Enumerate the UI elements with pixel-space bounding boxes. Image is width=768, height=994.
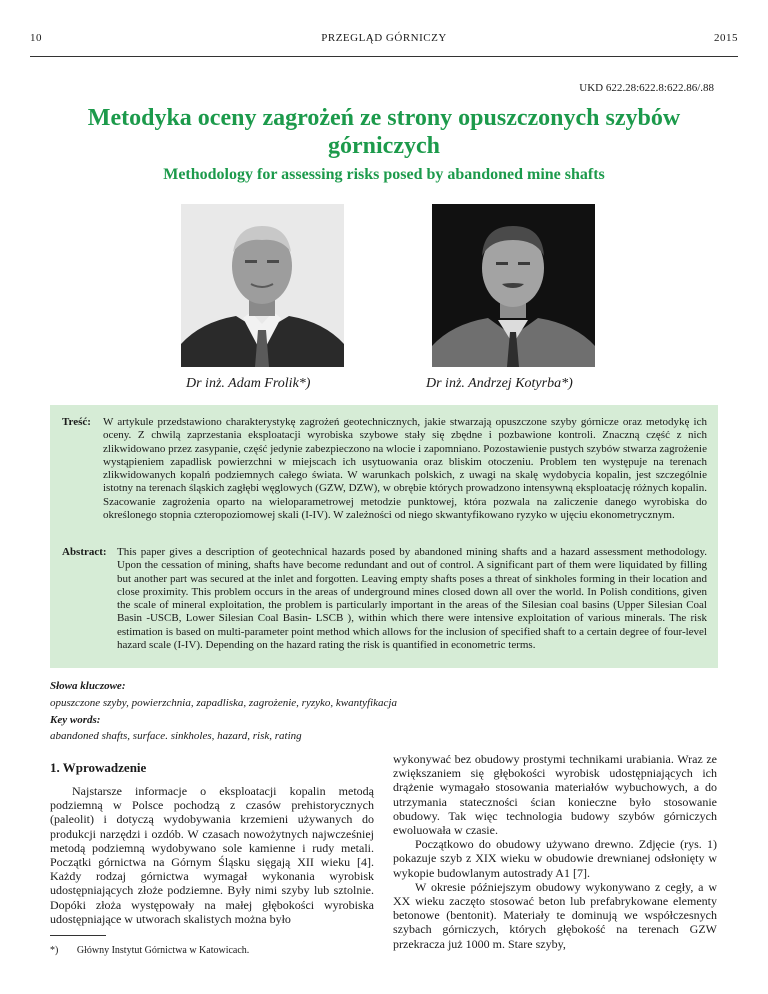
author-name-frolik: Dr inż. Adam Frolik*) [186,376,311,391]
abstract-en-label: Abstract: [62,546,107,558]
author-photo-frolik [181,204,344,367]
abstract-pl-text: W artykule przedstawiono charakterystykę zagrożeń geotechnicznych, jakie stwarzają opuszczone szyby górnicze oraz metodykę ich oceny. Z chwilą zaprzestania eksploatacji wyrobiska szybowe stały się zbędne i pozbawione kontroli. Znaczną część z nich zlikwidowano przez zasypanie, część jedynie zabezpieczono na wlocie i zapomniano. Pozostawienie pustych szybów stwarza zagrożenie wystąpieniem zapadlisk powierzchni w miejscach ich usytuowania oraz bliskim otoczeniu. Problem ten występuje na terenach zlikwidowanych kopalń podziemnych całego świata. W warunkach polskich, z uwagi na skalę wydobycia kopalin, jest szczególnie istotny na terenach śląskich zagłębi węglowych (GZW, DZW), w obrębie których prowadzono intensywną eksploatację różnych kopalin. Szacowanie zagrożenia oparto na wieloparametrowej metodzie punktowej, która pozwala na zaliczenie danego wyrobiska do określonego stopnia czteropoziomowej skali (I-IV). W zależności od niego skwantyfikowano ryzyko w ujęciu ekonometrycznym. [103,416,707,522]
journal-name: PRZEGLĄD GÓRNICZY [321,32,447,44]
keywords-en-label: Key words: [50,714,101,726]
right-paragraph: wykonywać bez obudowy prostymi technikami urabiania. Wraz ze zwiększaniem się głębokości wyrobisk udostępniających ich drążenie wymagało stosowania materiałów wybuchowych, a do utrzymania stateczności ścian konieczne było stosowanie obudowy. Tak więc technologia budowy szybów górniczych ewoluowała w czasie. [393,752,717,838]
abstract-en-text: This paper gives a description of geotechnical hazards posed by abandoned mining shafts and a hazard assessment methodology. Upon the cessation of mining, shafts have become redundant and out of control. A significant part of them were liquidated by filling but another part was secured at the inlet and forgotten. Leaving empty shafts poses a threat of sinkholes forming in their location and close proximity. This problem occurs in the areas of underground mines closed down all over the world. In Polish conditions, given the scale of mineral exploitation, the problem is particularly important in the areas of the Silesian coal basins (Upper Silesian Coal Basin -USCB, Lower Silesian Coal Basin- LSCB ), within which there were intensive exploitation of various minerals. The risk estimation is based on multi-parameter point method which allows for the inclusion of specified shaft to a certain degree of four-level hazard scale (I-IV). Depending on the hazard rating the risk is quantified in econometric terms. [117,546,707,652]
left-column [50,784,374,926]
section-heading: 1. Wprowadzenie [50,760,147,775]
left-paragraph: Najstarsze informacje o eksploatacji kopalin metodą podziemną w Polsce pochodzą z czasów prehistorycznych (paleolit) i dotyczą wydobywania krzemieni używanych do produkcji narzędzi i ozdób. W czasach nowożytnych najwcześniej metodą podziemną wydobywano sole kamienne i rudy metali. Początki górnictwa na Górnym Śląsku sięgają XII wieku [4]. Każdy rodzaj górnictwa wymagał wykonania wyrobisk udostępniających złoże podziemne. Były nimi szyby lub sztolnie. Dopóki złoża występowały na małej głębokości wyrobiska udostępniające w utworach skalistych można było [50,784,374,926]
keywords-pl-text: opuszczone szyby, powierzchnia, zapadliska, zagrożenie, ryzyko, kwantyfikacja [50,697,397,709]
page-number: 10 [30,32,42,44]
footnote-text: Główny Instytut Górnictwa w Katowicach. [76,945,250,956]
header-rule [30,56,738,57]
author-photo-kotyrba [432,204,595,367]
footnote-rule [50,935,106,936]
abstract-pl-label: Treść: [62,416,91,428]
footnote [50,945,249,956]
right-paragraph: W okresie późniejszym obudowy wykonywano z cegły, a w XX wieku zaczęto stosować beton lub prefabrykowane elementy betonowe (bentonit). Materiały te dominują we współczesnych szybach górniczych, których głębokość na terenach GZW przekracza już 1000 m. Stare szyby, [393,879,717,951]
right-paragraph: Początkowo do obudowy używano drewno. Zdjęcie (rys. 1) pokazuje szyb z XIX wieku w obudowie drewnianej odsłonięty w wykopie budowlanym autostrady A1 [7]. [393,837,717,880]
right-column [393,752,717,951]
keywords-pl-label: Słowa kluczowe: [50,680,126,692]
issue-year: 2015 [714,32,738,44]
ukd-code: UKD 622.28:622.8:622.86/.88 [579,82,714,94]
article-subtitle: Methodology for assessing risks posed by abandoned mine shafts [163,166,605,183]
author-name-kotyrba: Dr inż. Andrzej Kotyrba*) [426,376,573,391]
footnote-mark: *) [50,945,59,956]
article-title: Metodyka oceny zagrożeń ze strony opuszczonych szybów górniczych [87,105,681,159]
keywords-en-text: abandoned shafts, surface. sinkholes, hazard, risk, rating [50,730,302,742]
